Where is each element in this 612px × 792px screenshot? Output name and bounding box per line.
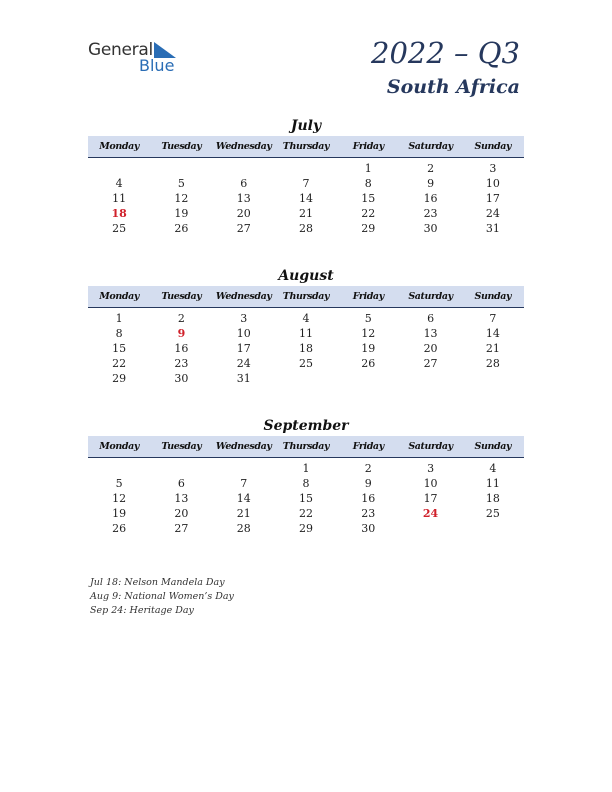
weekday-label: Wednesday — [215, 291, 272, 302]
day-cell: 8 — [302, 477, 310, 490]
day-cell: 1 — [302, 462, 310, 475]
month-title: September — [263, 418, 349, 434]
day-cell: 1 — [115, 312, 123, 325]
day-cell: 3 — [489, 162, 497, 175]
empty-cell — [399, 371, 461, 386]
weekday-label: Monday — [99, 141, 139, 152]
empty-cell — [213, 161, 275, 176]
day-cell: 26 — [174, 222, 189, 235]
holiday-note: Jul 18: Nelson Mandela Day — [90, 577, 225, 588]
day-cell: 5 — [177, 177, 185, 190]
weekday-label: Friday — [352, 441, 384, 452]
day-cell: 9 — [364, 477, 372, 490]
day-cell: 19 — [174, 207, 189, 220]
day-cell: 13 — [423, 327, 438, 340]
day-cell: 29 — [112, 372, 127, 385]
day-cell: 2 — [364, 462, 372, 475]
logo-text-general: General — [88, 40, 153, 60]
empty-cell — [150, 461, 212, 476]
day-cell: 6 — [240, 177, 248, 190]
day-cell: 4 — [489, 462, 497, 475]
empty-cell — [462, 521, 524, 536]
day-cell: 17 — [485, 192, 500, 205]
day-cell: 10 — [236, 327, 251, 340]
day-cell: 15 — [298, 492, 313, 505]
weekday-header — [88, 286, 524, 308]
empty-cell — [462, 371, 524, 386]
day-cell: 30 — [361, 522, 376, 535]
day-cell: 31 — [485, 222, 500, 235]
day-cell: 12 — [112, 492, 127, 505]
day-cell: 13 — [236, 192, 251, 205]
day-grid — [88, 461, 524, 536]
day-cell: 23 — [361, 507, 376, 520]
day-cell: 25 — [112, 222, 127, 235]
day-cell: 15 — [112, 342, 127, 355]
day-cell: 18 — [298, 342, 313, 355]
weekday-label: Thursday — [282, 441, 330, 452]
weekday-label: Saturday — [408, 441, 453, 452]
weekday-label: Thursday — [282, 141, 330, 152]
weekday-label: Tuesday — [161, 441, 202, 452]
day-cell: 8 — [364, 177, 372, 190]
day-cell: 20 — [174, 507, 189, 520]
weekday-label: Monday — [99, 441, 139, 452]
weekday-label: Wednesday — [215, 141, 272, 152]
day-cell: 26 — [361, 357, 376, 370]
day-cell: 19 — [361, 342, 376, 355]
empty-cell — [150, 161, 212, 176]
day-cell: 10 — [423, 477, 438, 490]
empty-cell — [275, 161, 337, 176]
day-cell: 27 — [423, 357, 438, 370]
day-grid — [88, 311, 524, 386]
day-cell: 26 — [112, 522, 127, 535]
day-cell: 29 — [361, 222, 376, 235]
day-cell: 16 — [423, 192, 438, 205]
weekday-header — [88, 436, 524, 458]
holiday-note: Sep 24: Heritage Day — [90, 605, 194, 616]
day-cell: 22 — [361, 207, 376, 220]
country-name: South Africa — [386, 76, 520, 98]
day-cell: 2 — [177, 312, 185, 325]
day-cell: 21 — [298, 207, 313, 220]
holiday-day-cell: 24 — [422, 507, 439, 520]
weekday-label: Tuesday — [161, 141, 202, 152]
day-cell: 28 — [236, 522, 251, 535]
day-cell: 15 — [361, 192, 376, 205]
day-cell: 5 — [115, 477, 123, 490]
weekday-label: Friday — [352, 291, 384, 302]
empty-cell — [213, 461, 275, 476]
day-cell: 16 — [174, 342, 189, 355]
day-cell: 6 — [427, 312, 435, 325]
weekday-label: Friday — [352, 141, 384, 152]
day-cell: 16 — [361, 492, 376, 505]
day-cell: 14 — [236, 492, 251, 505]
day-cell: 28 — [298, 222, 313, 235]
day-cell: 30 — [174, 372, 189, 385]
day-cell: 1 — [364, 162, 372, 175]
day-cell: 25 — [298, 357, 313, 370]
empty-cell — [337, 371, 399, 386]
holiday-notes — [90, 576, 234, 618]
month-title: July — [290, 118, 322, 134]
weekday-label: Sunday — [474, 291, 512, 302]
weekday-label: Wednesday — [215, 441, 272, 452]
day-cell: 10 — [485, 177, 500, 190]
day-cell: 6 — [177, 477, 185, 490]
day-cell: 21 — [236, 507, 251, 520]
weekday-label: Thursday — [282, 291, 330, 302]
day-cell: 17 — [236, 342, 251, 355]
page-title: 2022 – Q3 — [371, 36, 520, 70]
weekday-label: Sunday — [474, 441, 512, 452]
empty-cell — [275, 371, 337, 386]
day-cell: 22 — [298, 507, 313, 520]
month-calendar-july — [88, 116, 524, 236]
holiday-day-cell: 9 — [177, 327, 186, 340]
day-cell: 7 — [302, 177, 310, 190]
day-cell: 14 — [485, 327, 500, 340]
day-cell: 27 — [236, 222, 251, 235]
logo-text-blue: Blue — [139, 56, 175, 75]
day-cell: 7 — [240, 477, 248, 490]
day-cell: 20 — [236, 207, 251, 220]
day-cell: 27 — [174, 522, 189, 535]
day-cell: 30 — [423, 222, 438, 235]
holiday-day-cell: 18 — [111, 207, 127, 220]
day-cell: 11 — [298, 327, 313, 340]
day-cell: 31 — [236, 372, 251, 385]
day-cell: 20 — [423, 342, 438, 355]
day-cell: 8 — [115, 327, 123, 340]
day-cell: 3 — [427, 462, 435, 475]
month-calendar-september — [88, 416, 524, 536]
weekday-label: Monday — [99, 291, 139, 302]
day-cell: 7 — [489, 312, 497, 325]
day-cell: 19 — [112, 507, 127, 520]
empty-cell — [399, 521, 461, 536]
generalblue-logo — [88, 40, 188, 76]
day-cell: 18 — [485, 492, 500, 505]
day-cell: 22 — [112, 357, 127, 370]
day-cell: 28 — [485, 357, 500, 370]
weekday-label: Sunday — [474, 141, 512, 152]
day-cell: 12 — [174, 192, 189, 205]
day-cell: 24 — [485, 207, 500, 220]
day-cell: 4 — [115, 177, 123, 190]
weekday-header — [88, 136, 524, 158]
day-cell: 14 — [298, 192, 313, 205]
day-cell: 11 — [112, 192, 127, 205]
day-cell: 23 — [174, 357, 189, 370]
holiday-note: Aug 9: National Women’s Day — [90, 591, 234, 602]
day-cell: 5 — [364, 312, 372, 325]
day-cell: 21 — [485, 342, 500, 355]
weekday-label: Tuesday — [161, 291, 202, 302]
day-cell: 2 — [427, 162, 435, 175]
month-calendar-august — [88, 266, 524, 386]
empty-cell — [88, 161, 150, 176]
day-cell: 12 — [361, 327, 376, 340]
day-cell: 17 — [423, 492, 438, 505]
day-cell: 3 — [240, 312, 248, 325]
day-cell: 29 — [298, 522, 313, 535]
weekday-label: Saturday — [408, 291, 453, 302]
month-title: August — [278, 268, 334, 284]
day-grid — [88, 161, 524, 236]
day-cell: 25 — [485, 507, 500, 520]
day-cell: 13 — [174, 492, 189, 505]
day-cell: 24 — [236, 357, 251, 370]
day-cell: 9 — [427, 177, 435, 190]
day-cell: 4 — [302, 312, 310, 325]
empty-cell — [88, 461, 150, 476]
day-cell: 11 — [485, 477, 500, 490]
weekday-label: Saturday — [408, 141, 453, 152]
day-cell: 23 — [423, 207, 438, 220]
